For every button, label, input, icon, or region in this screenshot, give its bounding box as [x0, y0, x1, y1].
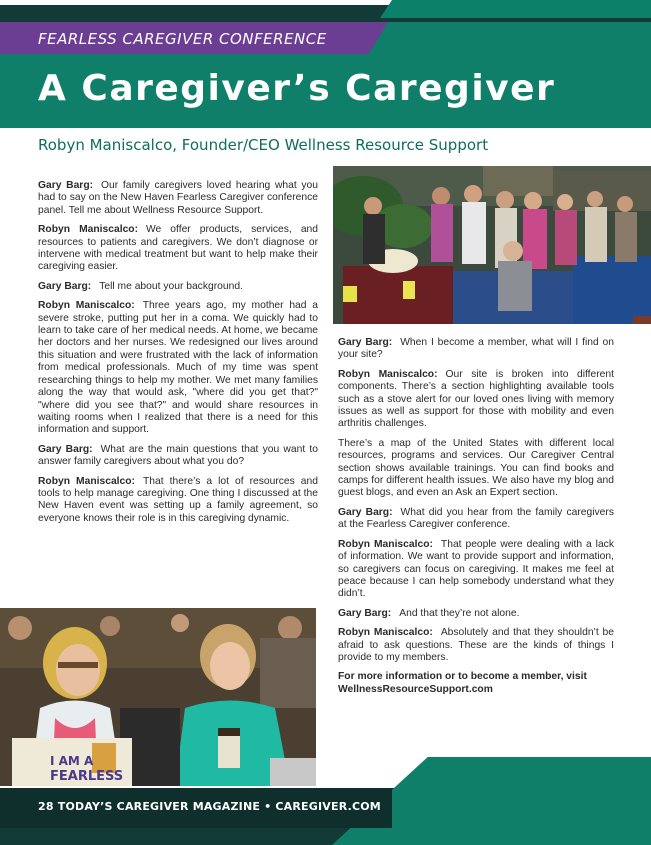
qa-paragraph [38, 180, 318, 217]
conference-hall-illustration [333, 166, 651, 324]
qa-paragraph [38, 281, 318, 293]
speaker: Gary Barg: [338, 337, 393, 348]
paragraph-text: Three years ago, my mother had a severe stroke, putting put her in a coma. We quickly had to learn to take care of her medical needs. At home, we became her doctors and her nurses. We redesigned our lives around this situation and were frustrated with the lack of information from medical professionals. Much of my time was spent researching things to help my mother. We met many families along the way that would ask, "where did you get that?" "where did you see that?" and would share resources in waiting rooms when I realized that there is a need for this information and support. [38, 300, 318, 436]
speaker: Robyn Maniscalco: [38, 224, 139, 236]
footer-page-info: 28 TODAY’S CAREGIVER MAGAZINE • CAREGIVER.COM [38, 800, 381, 813]
sign-text-line1: I AM A [50, 754, 94, 768]
paragraph-text: Tell me about your background. [99, 280, 243, 292]
speaker: Robyn Maniscalco: [338, 368, 438, 380]
qa-paragraph [38, 476, 318, 526]
conference-hall-photo [333, 166, 651, 324]
attendees-illustration [0, 608, 316, 786]
top-accent-bar [380, 0, 651, 18]
qa-paragraph [38, 444, 318, 469]
paragraph-text: We offer products, services, and resources to patients and caregivers. We don’t diagnose or intervene with medical treatment but want to help make their caregiving easier. [38, 224, 318, 273]
speaker: Gary Barg: [38, 280, 92, 292]
qa-paragraph [338, 369, 614, 431]
qa-paragraph [338, 627, 614, 664]
speaker: Gary Barg: [38, 443, 93, 455]
paragraph-text: Our site is broken into different components. There’s a section highlighting available tools such as a stove alert for our loved ones living with memory issues as well as support for those with mobility and even arthritis challenges. [338, 368, 614, 430]
speaker: Robyn Maniscalco: [338, 627, 433, 639]
speaker: Robyn Maniscalco: [338, 538, 433, 550]
paragraph-text: That there’s a lot of resources and tools to help manage caregiving. One thing I discussed at the New Haven event was setting up a family agreement, so everyone knows their role is in this caregiving dynamic. [38, 475, 318, 524]
call-to-action: For more information or to become a member, visit WellnessResourceSupport.com [338, 671, 587, 695]
paragraph-text: Our family caregivers loved hearing what you had to say on the New Haven Fearless Caregiver conference panel. Tell me about Wellness Resource Support. [38, 180, 318, 216]
paragraph-text: Absolutely and that they shouldn’t be afraid to ask questions. These are the kinds of things I provide to my members. [338, 627, 614, 663]
qa-paragraph [338, 337, 614, 362]
qa-paragraph [338, 438, 614, 500]
qa-paragraph [38, 224, 318, 274]
paragraph-text: That people were dealing with a lack of information. We want to provide support and information, so caregivers can focus on caregiving. It makes me feel at peace because I can help somebody understand what they didn’t. [338, 538, 614, 600]
byline: Robyn Maniscalco, Founder/CEO Wellness Resource Support [38, 136, 489, 154]
qa-paragraph [38, 300, 318, 436]
paragraph-text: When I become a member, what will I find on your site? [338, 337, 614, 361]
paragraph-text: And that they’re not alone. [399, 607, 520, 619]
paragraph-text: There’s a map of the United States with different local resources, programs and services. Our Caregiver Central section shows available trainings. You can find books and camps for different health issues. We also have my blog and guest blogs, and even an Ask an Expert section. [338, 437, 614, 499]
article-column-right [338, 337, 614, 703]
speaker: Gary Barg: [338, 607, 392, 619]
speaker: Robyn Maniscalco: [38, 300, 135, 312]
speaker: Robyn Maniscalco: [38, 475, 135, 487]
sign-text-line2: FEARLESS [50, 769, 124, 784]
speaker: Gary Barg: [38, 180, 94, 191]
speaker: Gary Barg: [338, 506, 393, 518]
conference-label: FEARLESS CAREGIVER CONFERENCE [38, 30, 327, 48]
page-title: A Caregiver’s Caregiver [38, 68, 556, 109]
attendees-photo [0, 608, 316, 786]
paragraph-text: What did you hear from the family caregivers at the Fearless Caregiver conference. [338, 506, 614, 531]
qa-paragraph [338, 539, 614, 601]
paragraph-text: What are the main questions that you want to answer family caregivers about what you do? [38, 443, 318, 468]
qa-paragraph [338, 507, 614, 532]
article-column-left [38, 180, 318, 532]
qa-paragraph [338, 608, 614, 620]
